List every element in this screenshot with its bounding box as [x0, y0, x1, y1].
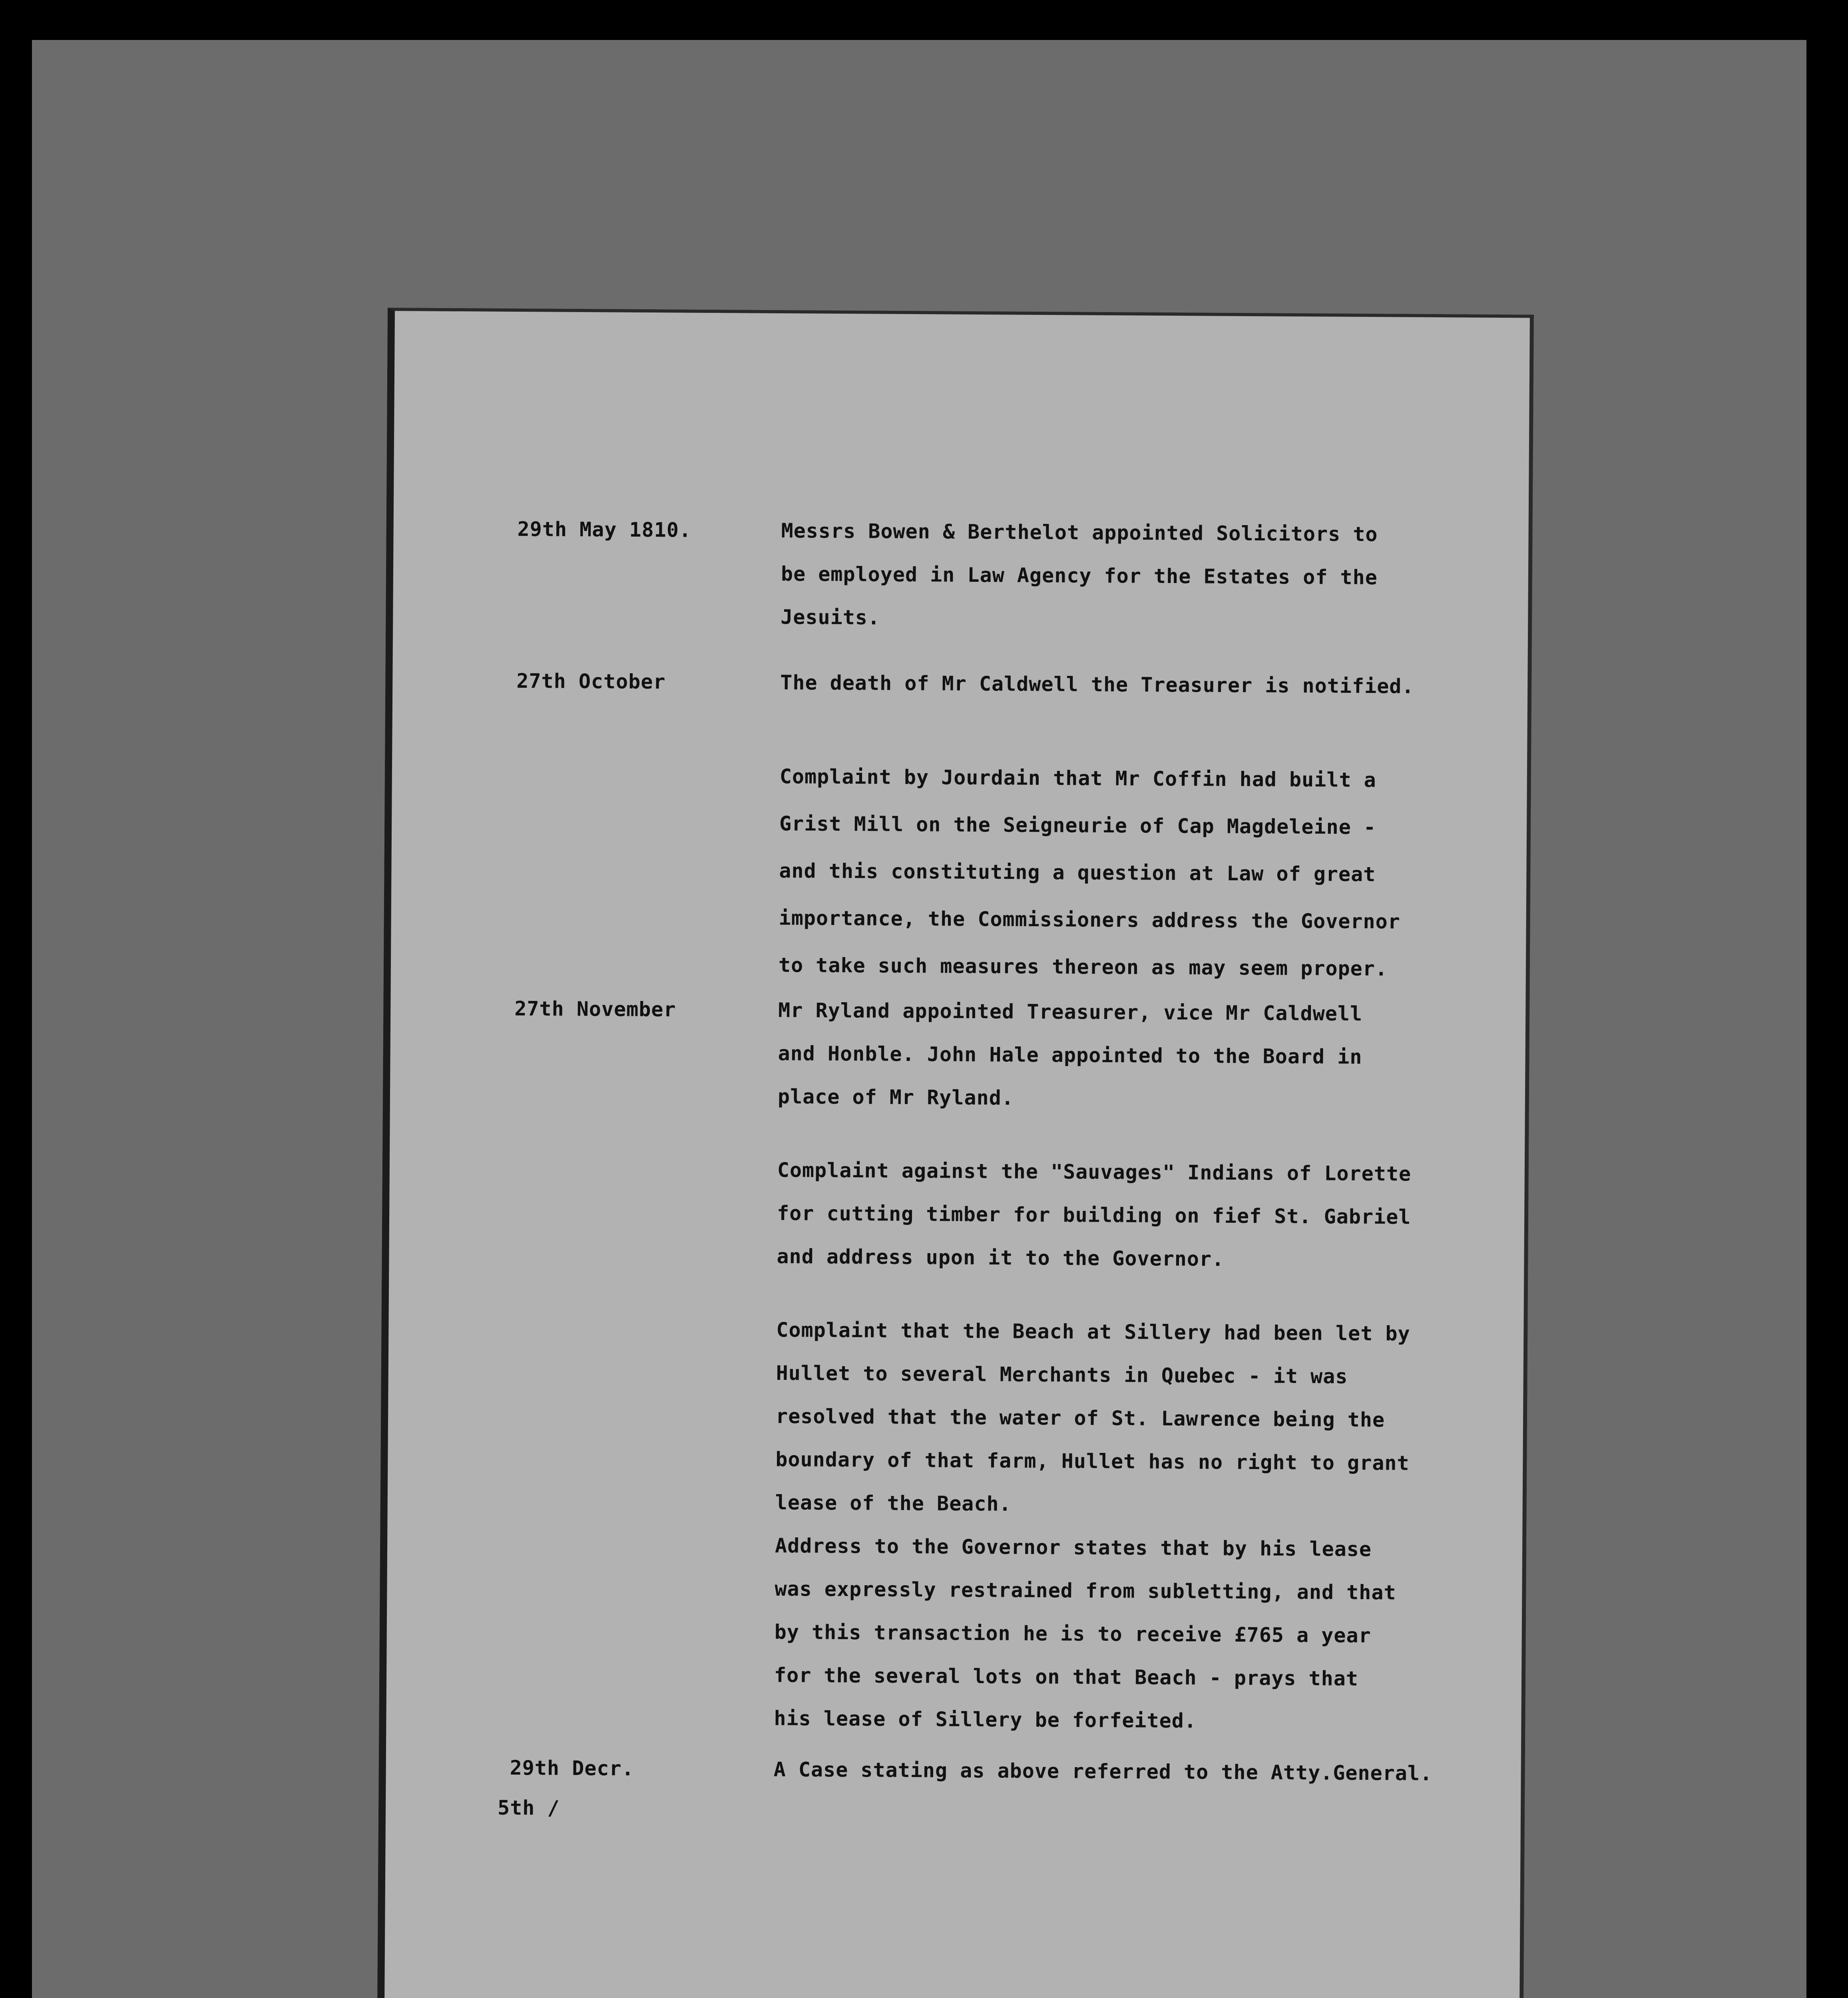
text-line: Grist Mill on the Seigneurie of Cap Magdeleine -: [779, 812, 1376, 839]
text-line: boundary of that farm, Hullet has no right to grant: [775, 1447, 1410, 1475]
text-line: Complaint against the "Sauvages" Indians of Lorette: [777, 1158, 1412, 1186]
entry-date: 29th Decr.: [510, 1756, 634, 1780]
text-line: The death of Mr Caldwell the Treasurer is notified.: [780, 671, 1414, 698]
text-line: resolved that the water of St. Lawrence being the: [775, 1404, 1385, 1432]
text-line: and this constituting a question at Law of great: [779, 859, 1376, 886]
text-line: Mr Ryland appointed Treasurer, vice Mr Caldwell: [778, 999, 1363, 1025]
text-line: A Case stating as above referred to the Atty.General.: [773, 1757, 1433, 1785]
text-line: be employed in Law Agency for the Estates of the: [781, 562, 1378, 589]
entry-text: [778, 989, 1506, 1122]
text-line: by this transaction he is to receive £765 a year: [774, 1620, 1371, 1648]
text-line: lease of the Beach.: [775, 1491, 1012, 1516]
entry-date: 27th October: [516, 669, 666, 694]
entry-date: 5th /: [497, 1796, 560, 1820]
text-line: and address upon it to the Governor.: [777, 1244, 1225, 1271]
text-line: Jesuits.: [781, 605, 880, 629]
text-line: Complaint that the Beach at Sillery had been let by: [776, 1318, 1410, 1345]
text-line: was expressly restrained from subletting, and that: [775, 1577, 1396, 1604]
entry-text: [779, 753, 1507, 993]
text-line: Complaint by Jourdain that Mr Coffin had built a: [779, 765, 1376, 792]
entry-text: [781, 509, 1509, 643]
entry-text: [774, 1308, 1504, 1744]
text-line: to take such measures thereon as may seem proper.: [778, 953, 1388, 981]
entry-text: [780, 661, 1508, 708]
text-line: his lease of Sillery be forfeited.: [774, 1706, 1197, 1733]
text-line: Hullet to several Merchants in Quebec - it was: [776, 1361, 1348, 1388]
text-line: Messrs Bowen & Berthelot appointed Solicitors to: [781, 519, 1378, 546]
entry-date: 29th May 1810.: [517, 517, 692, 542]
film-mount: [32, 40, 1806, 1998]
text-line: place of Mr Ryland.: [777, 1085, 1014, 1110]
text-line: for the several lots on that Beach - prays that: [774, 1663, 1359, 1690]
text-line: for cutting timber for building on fief St. Gabriel: [777, 1201, 1411, 1229]
text-line: and Honble. John Hale appointed to the Board in: [778, 1042, 1362, 1069]
entry-text: [777, 1148, 1505, 1282]
text-line: Address to the Governor states that by his lease: [775, 1534, 1372, 1561]
entry-date: 27th November: [514, 997, 676, 1021]
text-line: importance, the Commissioners address the Governor: [779, 906, 1400, 933]
document-page: [377, 308, 1534, 1998]
entry-text: [773, 1748, 1501, 1795]
